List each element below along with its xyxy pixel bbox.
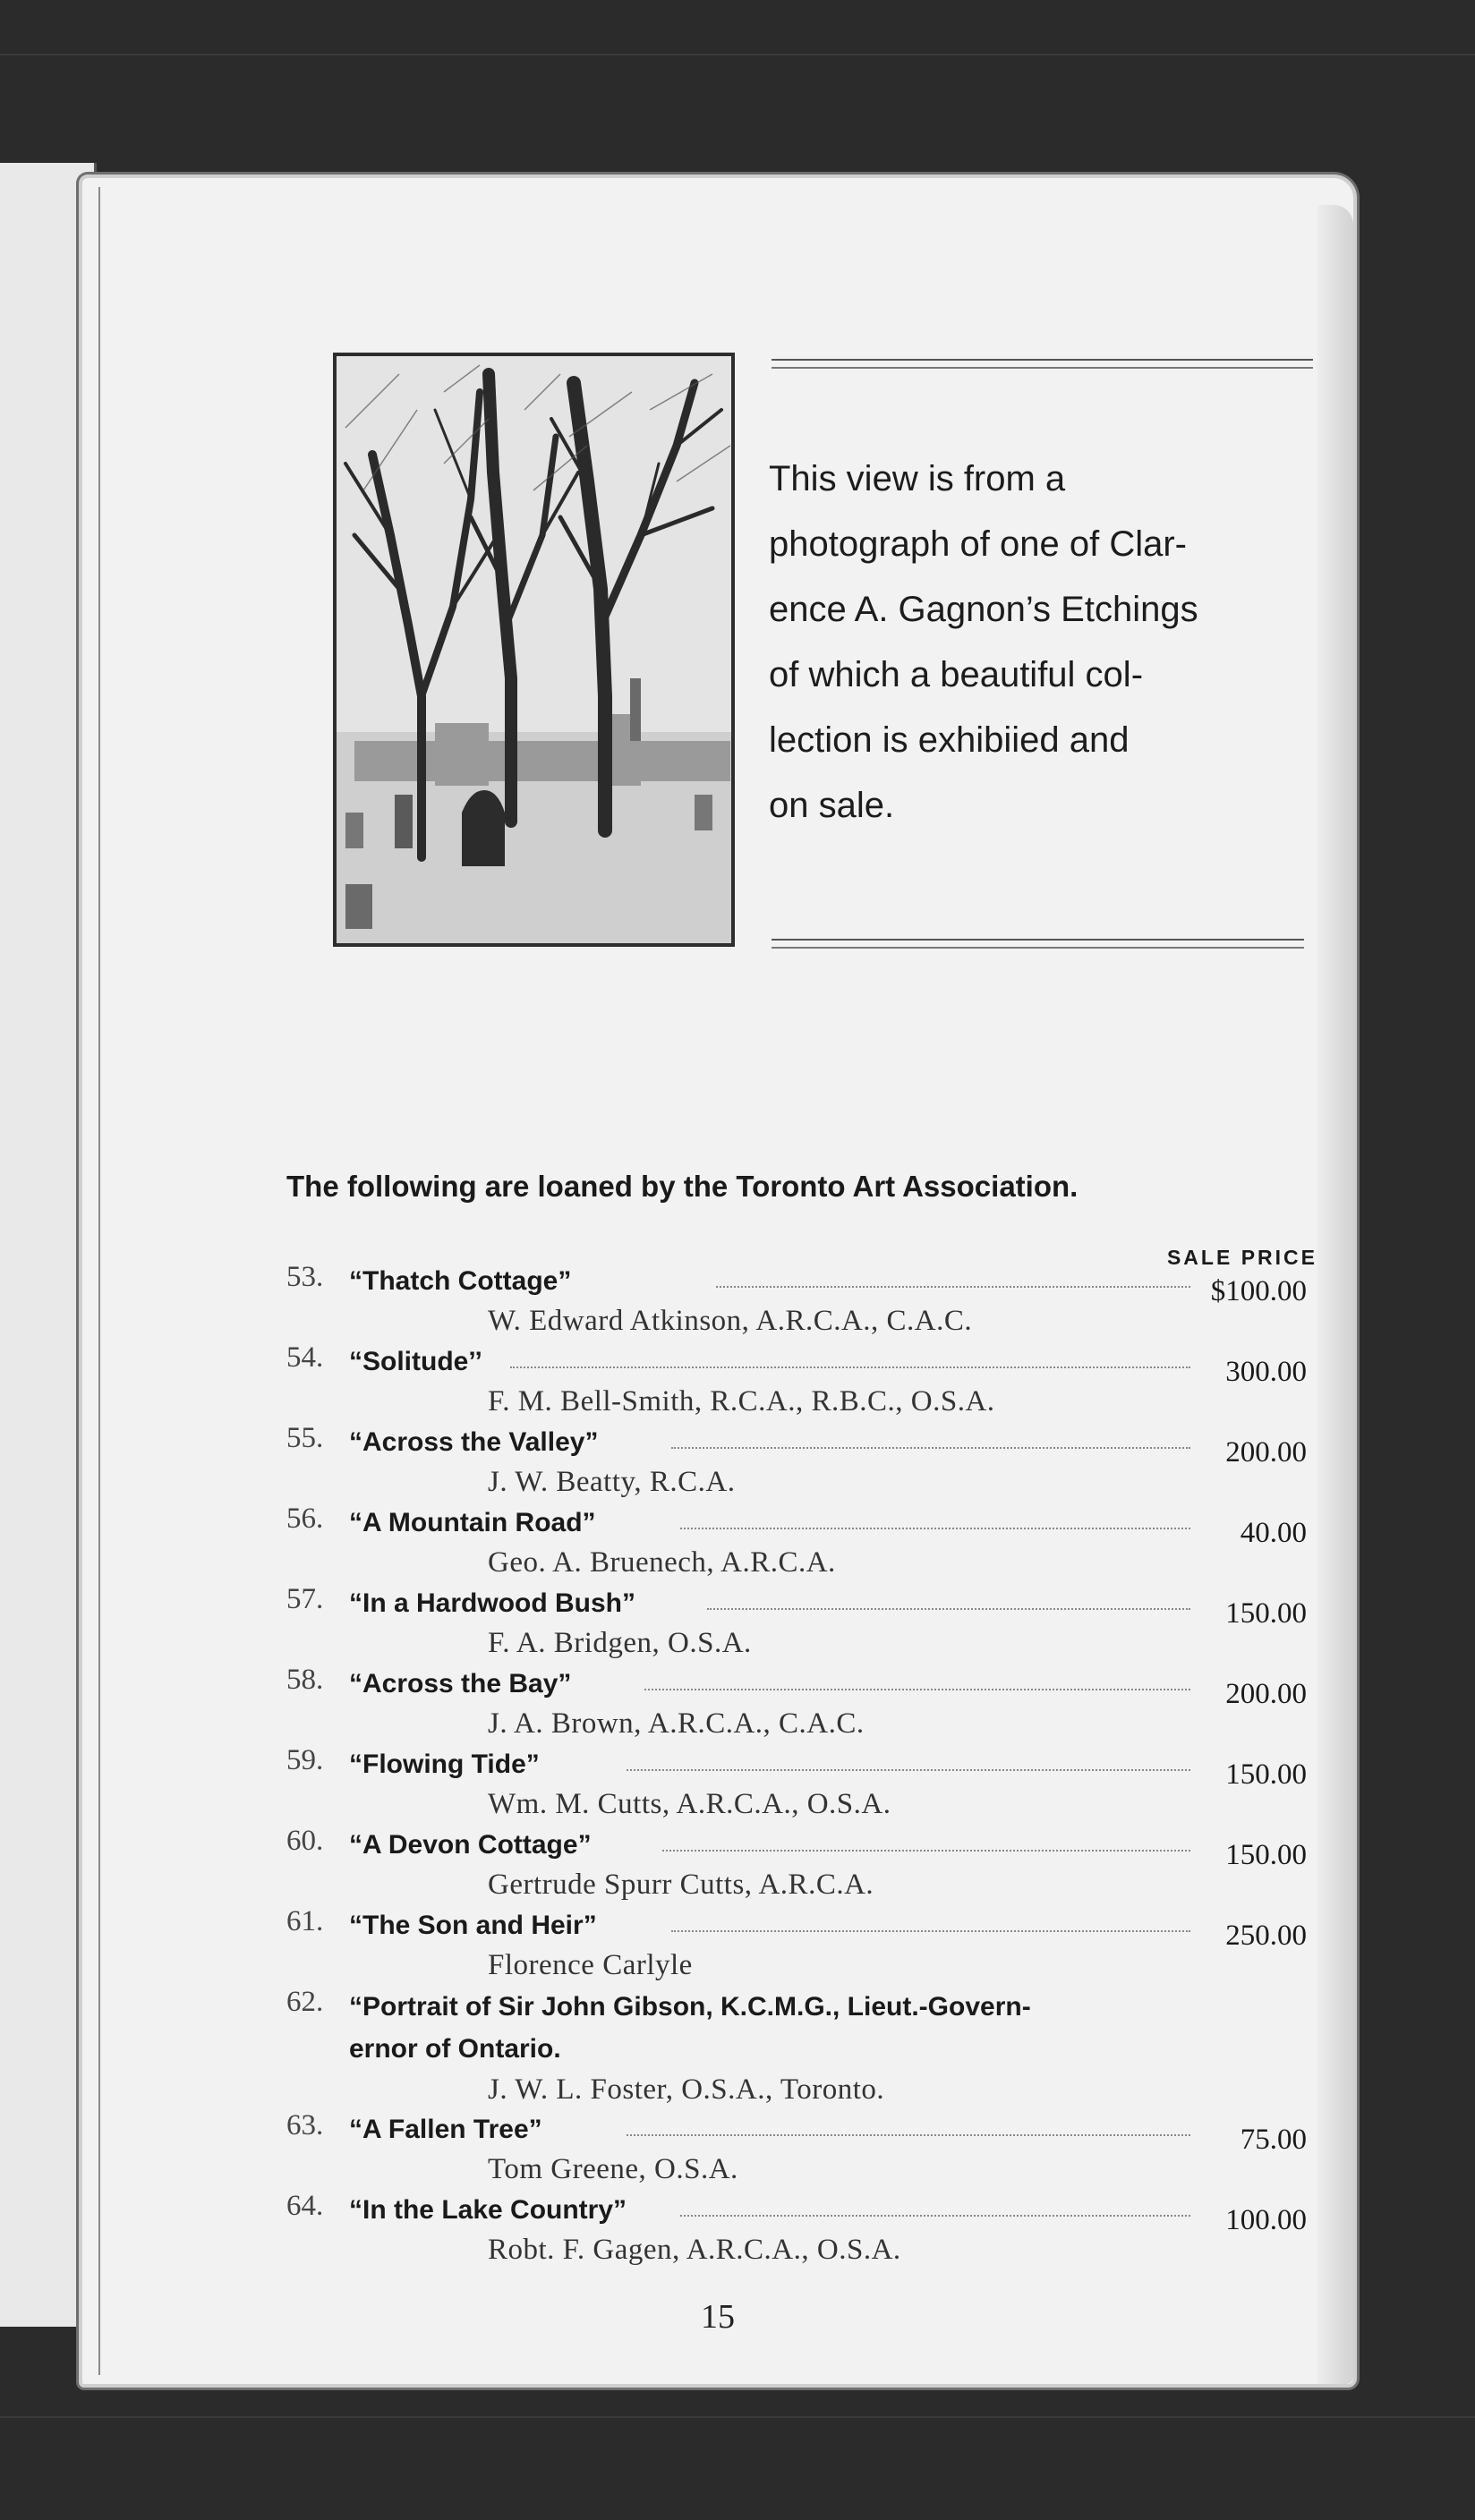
entry-artist: W. Edward Atkinson, A.R.C.A., C.A.C. (488, 1305, 973, 1337)
entry-artist: Tom Greene, O.S.A. (488, 2153, 738, 2185)
page-number: 15 (701, 2298, 735, 2336)
etching-illustration (333, 353, 735, 947)
entry-number: 55. (286, 1422, 324, 1454)
entry-price: 250.00 (1225, 1920, 1307, 1952)
entry-artist: F. A. Bridgen, O.S.A. (488, 1627, 752, 1659)
entry-title: “Across the Valley” (349, 1427, 599, 1457)
catalogue-entry (286, 1583, 1325, 1664)
entry-price: 100.00 (1225, 2204, 1307, 2236)
caption-line: photograph of one of Clar- (769, 524, 1187, 564)
sale-price-column-header: SALE PRICE (1166, 1246, 1317, 1269)
dot-leader (644, 1689, 1190, 1690)
gutter-line (98, 187, 100, 2375)
dot-leader (707, 1608, 1190, 1610)
entry-price: $100.00 (1210, 1275, 1307, 1307)
entry-artist: Gertrude Spurr Cutts, A.R.C.A. (488, 1869, 874, 1901)
catalogue-entry (286, 1986, 1325, 2110)
caption-line: lection is exhibiied and (769, 720, 1130, 760)
entry-artist: J. W. L. Foster, O.S.A., Toronto. (488, 2073, 885, 2106)
entry-number: 53. (286, 1261, 324, 1293)
entry-price: 150.00 (1225, 1839, 1307, 1871)
catalogue-entry (286, 2190, 1325, 2270)
catalogue-entry (286, 2109, 1325, 2190)
entry-title-line: ernor of Ontario. (349, 2034, 561, 2064)
entry-title: “The Son and Heir” (349, 1911, 597, 1940)
catalogue-entry (286, 1261, 1325, 1341)
dot-leader (671, 1447, 1190, 1449)
entry-price: 150.00 (1225, 1597, 1307, 1630)
entry-title: “In a Hardwood Bush” (349, 1588, 636, 1618)
entry-title: “Thatch Cottage” (349, 1266, 572, 1296)
entry-number: 62. (286, 1986, 324, 2018)
catalogue-entry (286, 1744, 1325, 1825)
decorative-rule-bottom (772, 939, 1304, 949)
entry-artist: Geo. A. Bruenech, A.R.C.A. (488, 1546, 836, 1579)
section-heading: The following are loaned by the Toronto Art Association. (286, 1170, 1079, 1203)
caption-line: on sale. (769, 786, 895, 825)
entry-title: “Solitude’’ (349, 1347, 482, 1376)
entry-price: 200.00 (1225, 1436, 1307, 1469)
decorative-rule-top (772, 359, 1313, 369)
dot-leader (680, 2215, 1190, 2217)
entry-price: 150.00 (1225, 1758, 1307, 1791)
entry-title: “A Devon Cottage” (349, 1830, 592, 1860)
dot-leader (510, 1366, 1190, 1368)
entry-artist: J. A. Brown, A.R.C.A., C.A.C. (488, 1707, 865, 1740)
entry-number: 64. (286, 2190, 324, 2222)
catalogue-entry (286, 1905, 1325, 1986)
entry-title: “Across the Bay” (349, 1669, 572, 1698)
entry-number: 59. (286, 1744, 324, 1776)
dot-leader (627, 2134, 1190, 2136)
entry-number: 54. (286, 1341, 324, 1374)
dot-leader (671, 1930, 1190, 1932)
catalogue-entry (286, 1825, 1325, 1905)
entry-number: 60. (286, 1825, 324, 1857)
caption-line: This view is from a (769, 459, 1066, 498)
entry-title (349, 1986, 1031, 2070)
dot-leader (680, 1528, 1190, 1529)
entry-artist: Wm. M. Cutts, A.R.C.A., O.S.A. (488, 1788, 891, 1820)
entry-number: 61. (286, 1905, 324, 1937)
catalogue-entry (286, 1422, 1325, 1503)
entry-title: “A Mountain Road” (349, 1508, 596, 1537)
entry-title: “A Fallen Tree” (349, 2115, 542, 2144)
dot-leader (662, 1850, 1190, 1852)
entry-title-line: “Portrait of Sir John Gibson, K.C.M.G., Lieut.-Govern- (349, 1992, 1031, 2022)
catalogue-entry (286, 1341, 1325, 1422)
entry-number: 56. (286, 1503, 324, 1535)
entry-price: 200.00 (1225, 1678, 1307, 1710)
dot-leader (716, 1286, 1190, 1288)
entry-number: 63. (286, 2109, 324, 2141)
bare-trees-etching-image (337, 356, 731, 943)
entry-price: 40.00 (1240, 1517, 1307, 1549)
catalogue-entry (286, 1503, 1325, 1583)
entry-number: 58. (286, 1664, 324, 1696)
entry-title: “In the Lake Country” (349, 2195, 627, 2225)
caption-line: of which a beautiful col- (769, 655, 1144, 694)
etching-caption (769, 447, 1317, 839)
entry-artist: Robt. F. Gagen, A.R.C.A., O.S.A. (488, 2234, 901, 2266)
entry-artist: J. W. Beatty, R.C.A. (488, 1466, 736, 1498)
entry-artist: Florence Carlyle (488, 1949, 693, 1981)
entry-price: 75.00 (1240, 2124, 1307, 2156)
entry-price: 300.00 (1225, 1356, 1307, 1388)
caption-line: ence A. Gagnon’s Etchings (769, 590, 1198, 629)
entry-title: “Flowing Tide” (349, 1750, 540, 1779)
catalogue-page (79, 175, 1357, 2388)
dot-leader (627, 1769, 1190, 1771)
entry-number: 57. (286, 1583, 324, 1615)
entry-artist: F. M. Bell-Smith, R.C.A., R.B.C., O.S.A. (488, 1385, 995, 1418)
catalogue-entry (286, 1664, 1325, 1744)
